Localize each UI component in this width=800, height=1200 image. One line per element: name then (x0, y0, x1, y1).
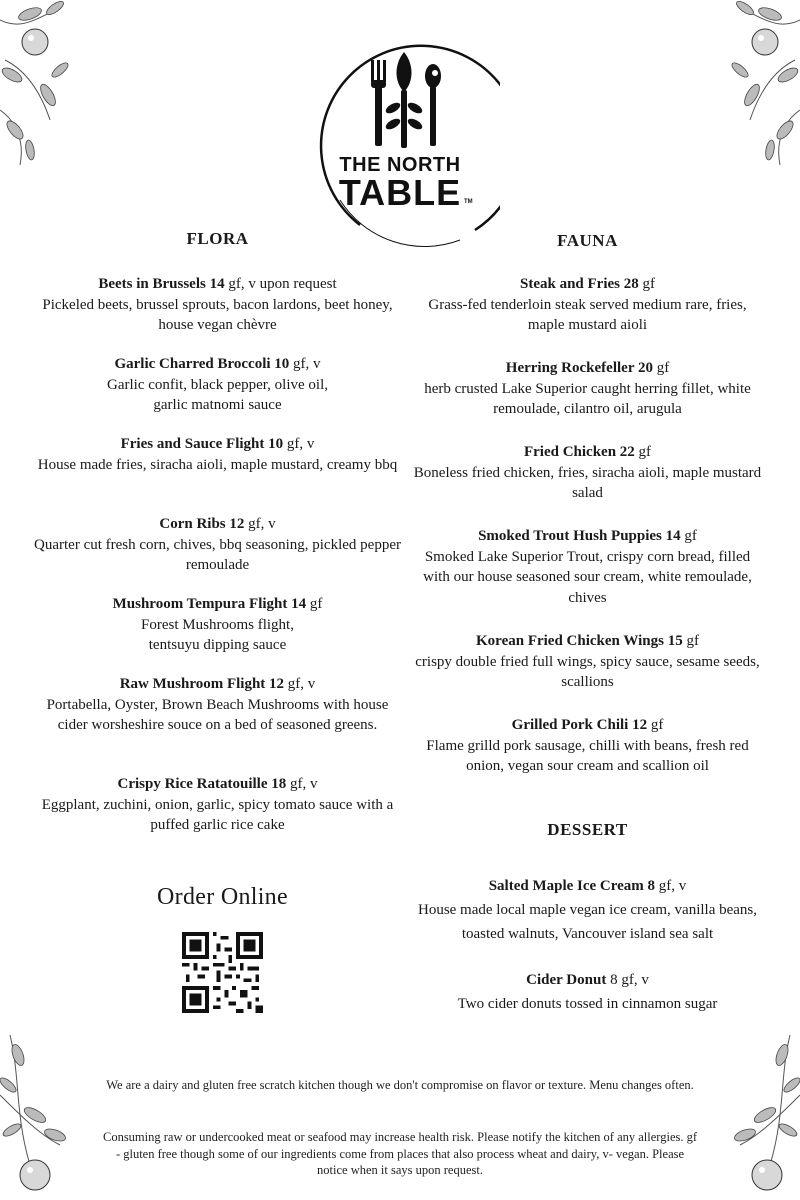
logo-text-the-north: THE NORTH (339, 154, 461, 176)
item-description: Forest Mushrooms flight, (141, 616, 294, 633)
item-description: crispy double fried full wings, spicy sauce, sesame seeds, scallions (415, 653, 760, 690)
item-diet: gf (634, 444, 652, 460)
item-description-line2: garlic matnomi sauce (153, 397, 282, 413)
kitchen-note: We are a dairy and gluten free scratch kitchen though we don't compromise on flavor or texture. Menu changes often. (106, 1078, 694, 1092)
trademark-mark: TM (464, 199, 473, 205)
logo-text-table: TABLE (338, 172, 462, 213)
item-description: herb crusted Lake Superior caught herring fillet, white remoulade, cilantro oil, arugula (424, 380, 751, 417)
item-diet: gf, v (244, 516, 276, 532)
item-diet: 8 gf, v (606, 972, 649, 988)
item-name: Grilled Pork Chili 12 (511, 717, 648, 733)
menu-item-corn-ribs (30, 514, 405, 576)
menu-item-raw-mushroom-flight (30, 674, 405, 736)
item-diet: gf (680, 528, 697, 544)
item-diet: gf, v (655, 878, 687, 894)
flora-title: FLORA (186, 229, 249, 248)
item-description: Two cider donuts tossed in cinnamon sugar (457, 996, 718, 1012)
menu-item-garlic-charred-broccoli (30, 354, 405, 416)
item-name: Herring Rockefeller 20 (505, 360, 653, 376)
item-diet: gf, v (283, 436, 315, 452)
item-diet: gf (682, 633, 699, 649)
item-description: Eggplant, zuchini, onion, garlic, spicy tomato sauce with a puffed garlic rice cake (41, 796, 394, 833)
item-name: Steak and Fries 28 (519, 276, 639, 292)
menu-item-salted-maple-ice-cream (410, 874, 765, 946)
dessert-title: DESSERT (547, 820, 628, 839)
item-description: Flame grilld pork sausage, chilli with beans, fresh red onion, vegan sour cream and scallion oil (426, 737, 749, 774)
item-name: Mushroom Tempura Flight 14 (112, 596, 307, 612)
flora-column (30, 0, 405, 850)
item-diet: gf (652, 360, 670, 376)
item-description: Smoked Lake Superior Trout, crispy corn bread, filled with our house seasoned sour cream, white remoulade, chives (423, 548, 752, 606)
item-description: Portabella, Oyster, Brown Beach Mushrooms with house cider worsheshire souce on a bed of seasoned greens. (46, 696, 389, 733)
item-diet: gf, v (286, 776, 318, 792)
menu-item-mushroom-tempura-flight (30, 594, 405, 656)
item-diet: gf, v (284, 676, 316, 692)
fauna-title: FAUNA (557, 231, 618, 250)
item-description: House made fries, siracha aioli, maple mustard, creamy bbq (37, 456, 398, 473)
item-diet: gf (638, 276, 655, 292)
corner-foliage-bottom-right (725, 1035, 800, 1200)
fauna-column (410, 0, 765, 1020)
menu-item-herring-rockefeller (410, 358, 765, 420)
item-name: Corn Ribs 12 (159, 516, 245, 532)
item-diet: gf (647, 717, 664, 733)
menu-item-fries-and-sauce-flight (30, 434, 405, 475)
item-description: Pickeled beets, brussel sprouts, bacon lardons, beet honey, house vegan chèvre (42, 296, 393, 333)
menu-item-beets-in-brussels (30, 274, 405, 336)
order-online-label: Order Online (157, 884, 288, 910)
item-description-line2: tentsuyu dipping sauce (148, 637, 287, 653)
item-name: Fried Chicken 22 (523, 444, 635, 460)
item-name: Fries and Sauce Flight 10 (120, 436, 284, 452)
menu-item-smoked-trout-hush-puppies (410, 526, 765, 608)
allergy-disclaimer: Consuming raw or undercooked meat or seafood may increase health risk. Please notify the kitchen of any allergies. gf - gluten free though some of our ingredients come from places that also process wheat and dairy, v- vegan. Please notice when it says upon request. (102, 1130, 698, 1177)
item-name: Smoked Trout Hush Puppies 14 (478, 528, 681, 544)
item-diet: gf (306, 596, 323, 612)
order-online-qr-code-icon[interactable] (182, 932, 263, 1013)
item-diet: gf, v (289, 356, 321, 372)
menu-item-korean-fried-chicken-wings (410, 631, 765, 693)
item-name: Cider Donut (526, 972, 607, 988)
item-name: Beets in Brussels 14 (98, 276, 225, 292)
item-description: Garlic confit, black pepper, olive oil, (107, 376, 328, 393)
menu-item-cider-donut (410, 968, 765, 1016)
item-description: Grass-fed tenderloin steak served medium rare, fries, maple mustard aioli (428, 296, 747, 333)
item-diet: gf, v upon request (224, 276, 337, 292)
menu-item-crispy-rice-ratatouille (30, 774, 405, 836)
item-name: Garlic Charred Broccoli 10 (114, 356, 290, 372)
menu-item-fried-chicken (410, 442, 765, 504)
item-description: House made local maple vegan ice cream, vanilla beans, toasted walnuts, Vancouver island sea salt (417, 902, 758, 942)
item-name: Salted Maple Ice Cream 8 (488, 878, 656, 894)
item-description: Quarter cut fresh corn, chives, bbq seasoning, pickled pepper remoulade (34, 536, 401, 573)
corner-foliage-bottom-left (0, 1035, 75, 1200)
item-name: Crispy Rice Ratatouille 18 (117, 776, 287, 792)
item-description: Boneless fried chicken, fries, siracha aioli, maple mustard salad (413, 464, 762, 501)
menu-item-steak-and-fries (410, 274, 765, 336)
item-name: Raw Mushroom Flight 12 (119, 676, 285, 692)
menu-item-grilled-pork-chili (410, 715, 765, 777)
item-name: Korean Fried Chicken Wings 15 (476, 633, 683, 649)
